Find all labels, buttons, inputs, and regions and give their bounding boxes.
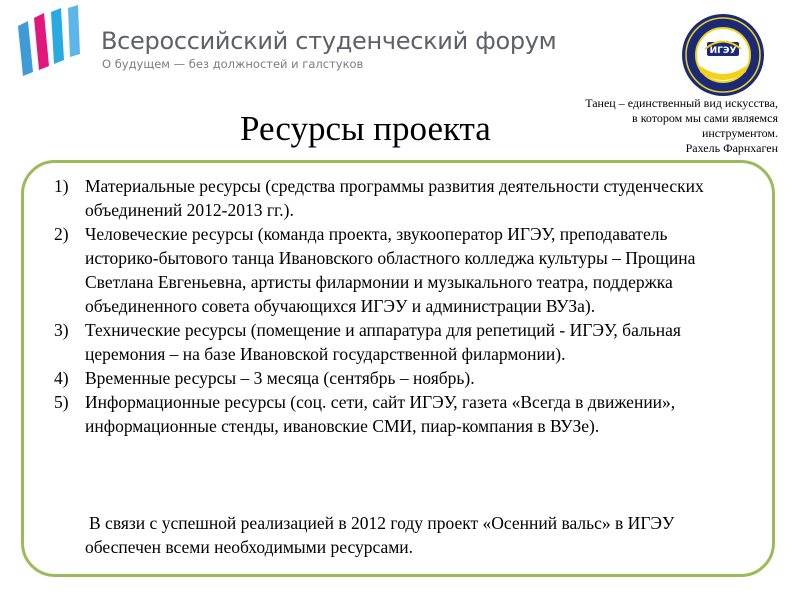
epigraph-author: Рахель Фарнхаген bbox=[685, 141, 778, 155]
resource-item bbox=[54, 366, 744, 390]
logo-stripe-cyan bbox=[51, 8, 64, 64]
epigraph-line: Танец – единственный вид искусства, bbox=[585, 96, 778, 110]
epigraph-quote bbox=[538, 96, 778, 156]
item-text: Информационные ресурсы (соц. сети, сайт ИГЭУ, газета «Всегда в движении», информационные стенды, ивановские СМИ, пиар-компания в ВУЗе). bbox=[85, 392, 676, 436]
forum-title: Всероссийский студенческий форум bbox=[101, 27, 557, 55]
seal-label: ИГЭУ bbox=[709, 46, 737, 56]
epigraph-line: инструментом. bbox=[701, 126, 778, 140]
logo-stripe-magenta bbox=[34, 13, 49, 70]
resource-item bbox=[54, 318, 744, 366]
item-number: 3) bbox=[54, 320, 69, 340]
resource-item bbox=[54, 222, 744, 318]
forum-tagline: О будущем — без должностей и галстуков bbox=[102, 57, 364, 71]
conclusion-paragraph: В связи с успешной реализацией в 2012 году проект «Осенний вальс» в ИГЭУ обеспечен всеми необходимыми ресурсами. bbox=[85, 513, 675, 557]
resource-list bbox=[54, 174, 744, 438]
resource-item bbox=[54, 174, 744, 222]
university-seal-icon bbox=[680, 12, 766, 98]
logo-stripe-lightblue bbox=[68, 5, 80, 57]
logo-stripe-blue bbox=[18, 21, 33, 76]
item-number: 4) bbox=[54, 368, 69, 388]
item-text: Материальные ресурсы (средства программы развития деятельности студенческих объединений 2012-2013 гг.). bbox=[85, 176, 704, 220]
item-text: Временные ресурсы – 3 месяца (сентябрь – ноябрь). bbox=[85, 368, 475, 388]
forum-logo-icon bbox=[14, 4, 86, 78]
resource-item bbox=[54, 390, 744, 438]
item-number: 5) bbox=[54, 392, 69, 412]
slide-title: Ресурсы проекта bbox=[240, 109, 491, 148]
item-number: 2) bbox=[54, 224, 69, 244]
epigraph-line: в котором мы сами являемся bbox=[632, 111, 778, 125]
item-number: 1) bbox=[54, 176, 69, 196]
item-text: Человеческие ресурсы (команда проекта, звукооператор ИГЭУ, преподаватель историко-бытового танца Ивановского областного колледжа культуры – Прощина Светлана Евгеньевна, артисты филармонии и музыкального театра, поддержка объединенного совета обучающихся ИГЭУ и администрации ВУЗа). bbox=[85, 224, 696, 316]
item-text: Технические ресурсы (помещение и аппаратура для репетиций - ИГЭУ, бальная церемония – на базе Ивановской государственной филармонии). bbox=[85, 320, 681, 364]
